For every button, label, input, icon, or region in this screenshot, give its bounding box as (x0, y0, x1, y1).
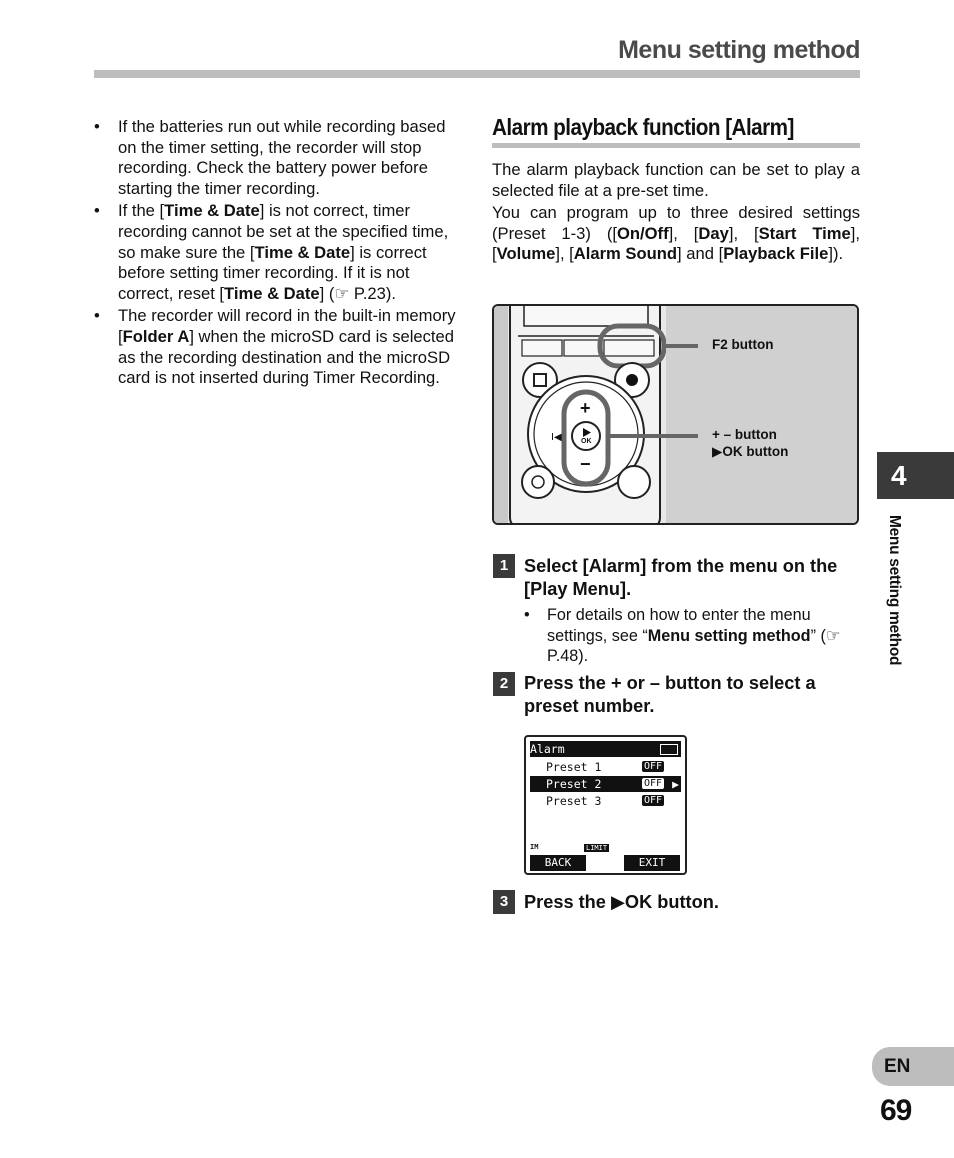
text: ]). (828, 244, 844, 264)
text: ], [ (555, 244, 574, 264)
step-number-1: 1 (493, 554, 515, 578)
page-ref: ” (☞ P.48). (547, 626, 841, 666)
keyword: Menu setting method (647, 626, 811, 645)
f2-button-label: F2 button (712, 337, 774, 352)
keyword: Time & Date (164, 201, 260, 221)
lcd-screen (524, 735, 687, 875)
bullet-text: ] is correct before setting timer recording. If it is not correct, reset [ (118, 242, 427, 303)
bullet-text: ] when the microSD card is selected as the recording destination and the microSD card is not inserted during Timer Recording. (118, 326, 455, 388)
header-rule (94, 70, 860, 78)
keyword: Alarm Sound (573, 244, 678, 264)
step-1-text (524, 555, 860, 601)
text: ] and [ (677, 244, 724, 264)
intro-paragraph (492, 203, 860, 265)
keyword: Volume (496, 244, 556, 264)
device-figure (492, 304, 859, 525)
ok-button-label: ▶OK button (712, 444, 789, 459)
preset-value: OFF (644, 795, 663, 806)
lcd-title: Alarm (530, 742, 565, 756)
step-2-text: Press the + or – button to select a preset number. (524, 673, 816, 716)
lcd-row-preset-3 (530, 793, 681, 809)
mic-icon: IM (530, 843, 539, 851)
bullet-text-1: If the batteries run out while recording based on the timer setting, the recorder will stop recording. Check the battery power before starting the timer recording. (118, 117, 446, 198)
step-1-note (524, 605, 860, 667)
section-intro (492, 160, 860, 267)
text: ], [ (728, 223, 759, 243)
keyword: Time & Date (224, 283, 320, 303)
bullet-text: If the [ (118, 201, 165, 221)
keyword: On/Off (616, 223, 669, 243)
lcd-title-bar (530, 741, 681, 757)
lcd-row-preset-2-selected (530, 776, 681, 792)
text: You can program up to three desired settings (Preset 1-3) ([ (492, 203, 860, 243)
section-title: Alarm playback function [Alarm] (492, 114, 794, 140)
bullet: • (524, 606, 530, 624)
keyword: Play Menu (530, 579, 621, 599)
keyword: Folder A (122, 326, 190, 346)
recorder-illustration (494, 306, 857, 523)
step-number-2: 2 (493, 672, 515, 696)
limit-indicator: LIMIT (586, 844, 608, 852)
minus-symbol: − (580, 454, 591, 474)
svg-text:I◀: I◀ (551, 432, 562, 443)
lcd-row-preset-1 (530, 759, 681, 775)
section-rule (492, 143, 860, 148)
lcd-back-button: BACK (530, 855, 586, 871)
keyword: Playback File (723, 244, 829, 264)
note-text (524, 605, 860, 667)
list-item (92, 117, 462, 199)
keyword: Alarm (588, 556, 641, 576)
plus-symbol: + (580, 398, 591, 418)
step-number-3: 3 (493, 890, 515, 914)
preset-label: Preset 3 (546, 794, 602, 808)
plus-minus-button-label: + – button (712, 427, 777, 442)
step-3-text: Press the ▶OK button. (524, 892, 719, 912)
intro-paragraph: The alarm playback function can be set to play a selected file at a pre-set time. (492, 160, 860, 200)
battery-icon (660, 744, 678, 755)
list-item (92, 201, 462, 304)
page-number: 69 (880, 1094, 912, 1127)
text: ] from the menu on the [ (524, 556, 838, 599)
text: Select [ (524, 556, 589, 576)
preset-label: Preset 1 (546, 760, 602, 774)
keyword: Day (698, 223, 729, 243)
bullet-text: ] is not correct, timer recording cannot be set at the specified time, so make sure the [ (118, 201, 449, 262)
page-ref: ] (☞ P.23). (319, 283, 397, 303)
text: ]. (620, 579, 632, 599)
notes-list (92, 117, 462, 389)
preset-value: OFF (644, 761, 663, 772)
keyword: Start Time (758, 223, 851, 243)
chapter-tab: 4 (877, 452, 954, 499)
list-item (92, 306, 462, 388)
text: ], [ (492, 223, 860, 264)
page-header-title: Menu setting method (618, 36, 860, 64)
keyword: Time & Date (254, 242, 351, 262)
text: For details on how to enter the menu settings, see “ (547, 606, 811, 645)
ok-symbol: OK (581, 438, 592, 445)
arrow-right-icon: ▶ (672, 777, 679, 791)
bullet-text: The recorder will record in the built-in memory [ (118, 306, 456, 346)
preset-value: OFF (644, 778, 663, 789)
lcd-exit-button: EXIT (624, 855, 680, 871)
chapter-side-label: Menu setting method (886, 515, 903, 666)
text: ], [ (668, 223, 699, 243)
language-tab: EN (872, 1047, 954, 1086)
preset-label: Preset 2 (546, 777, 602, 791)
left-column (92, 117, 462, 391)
